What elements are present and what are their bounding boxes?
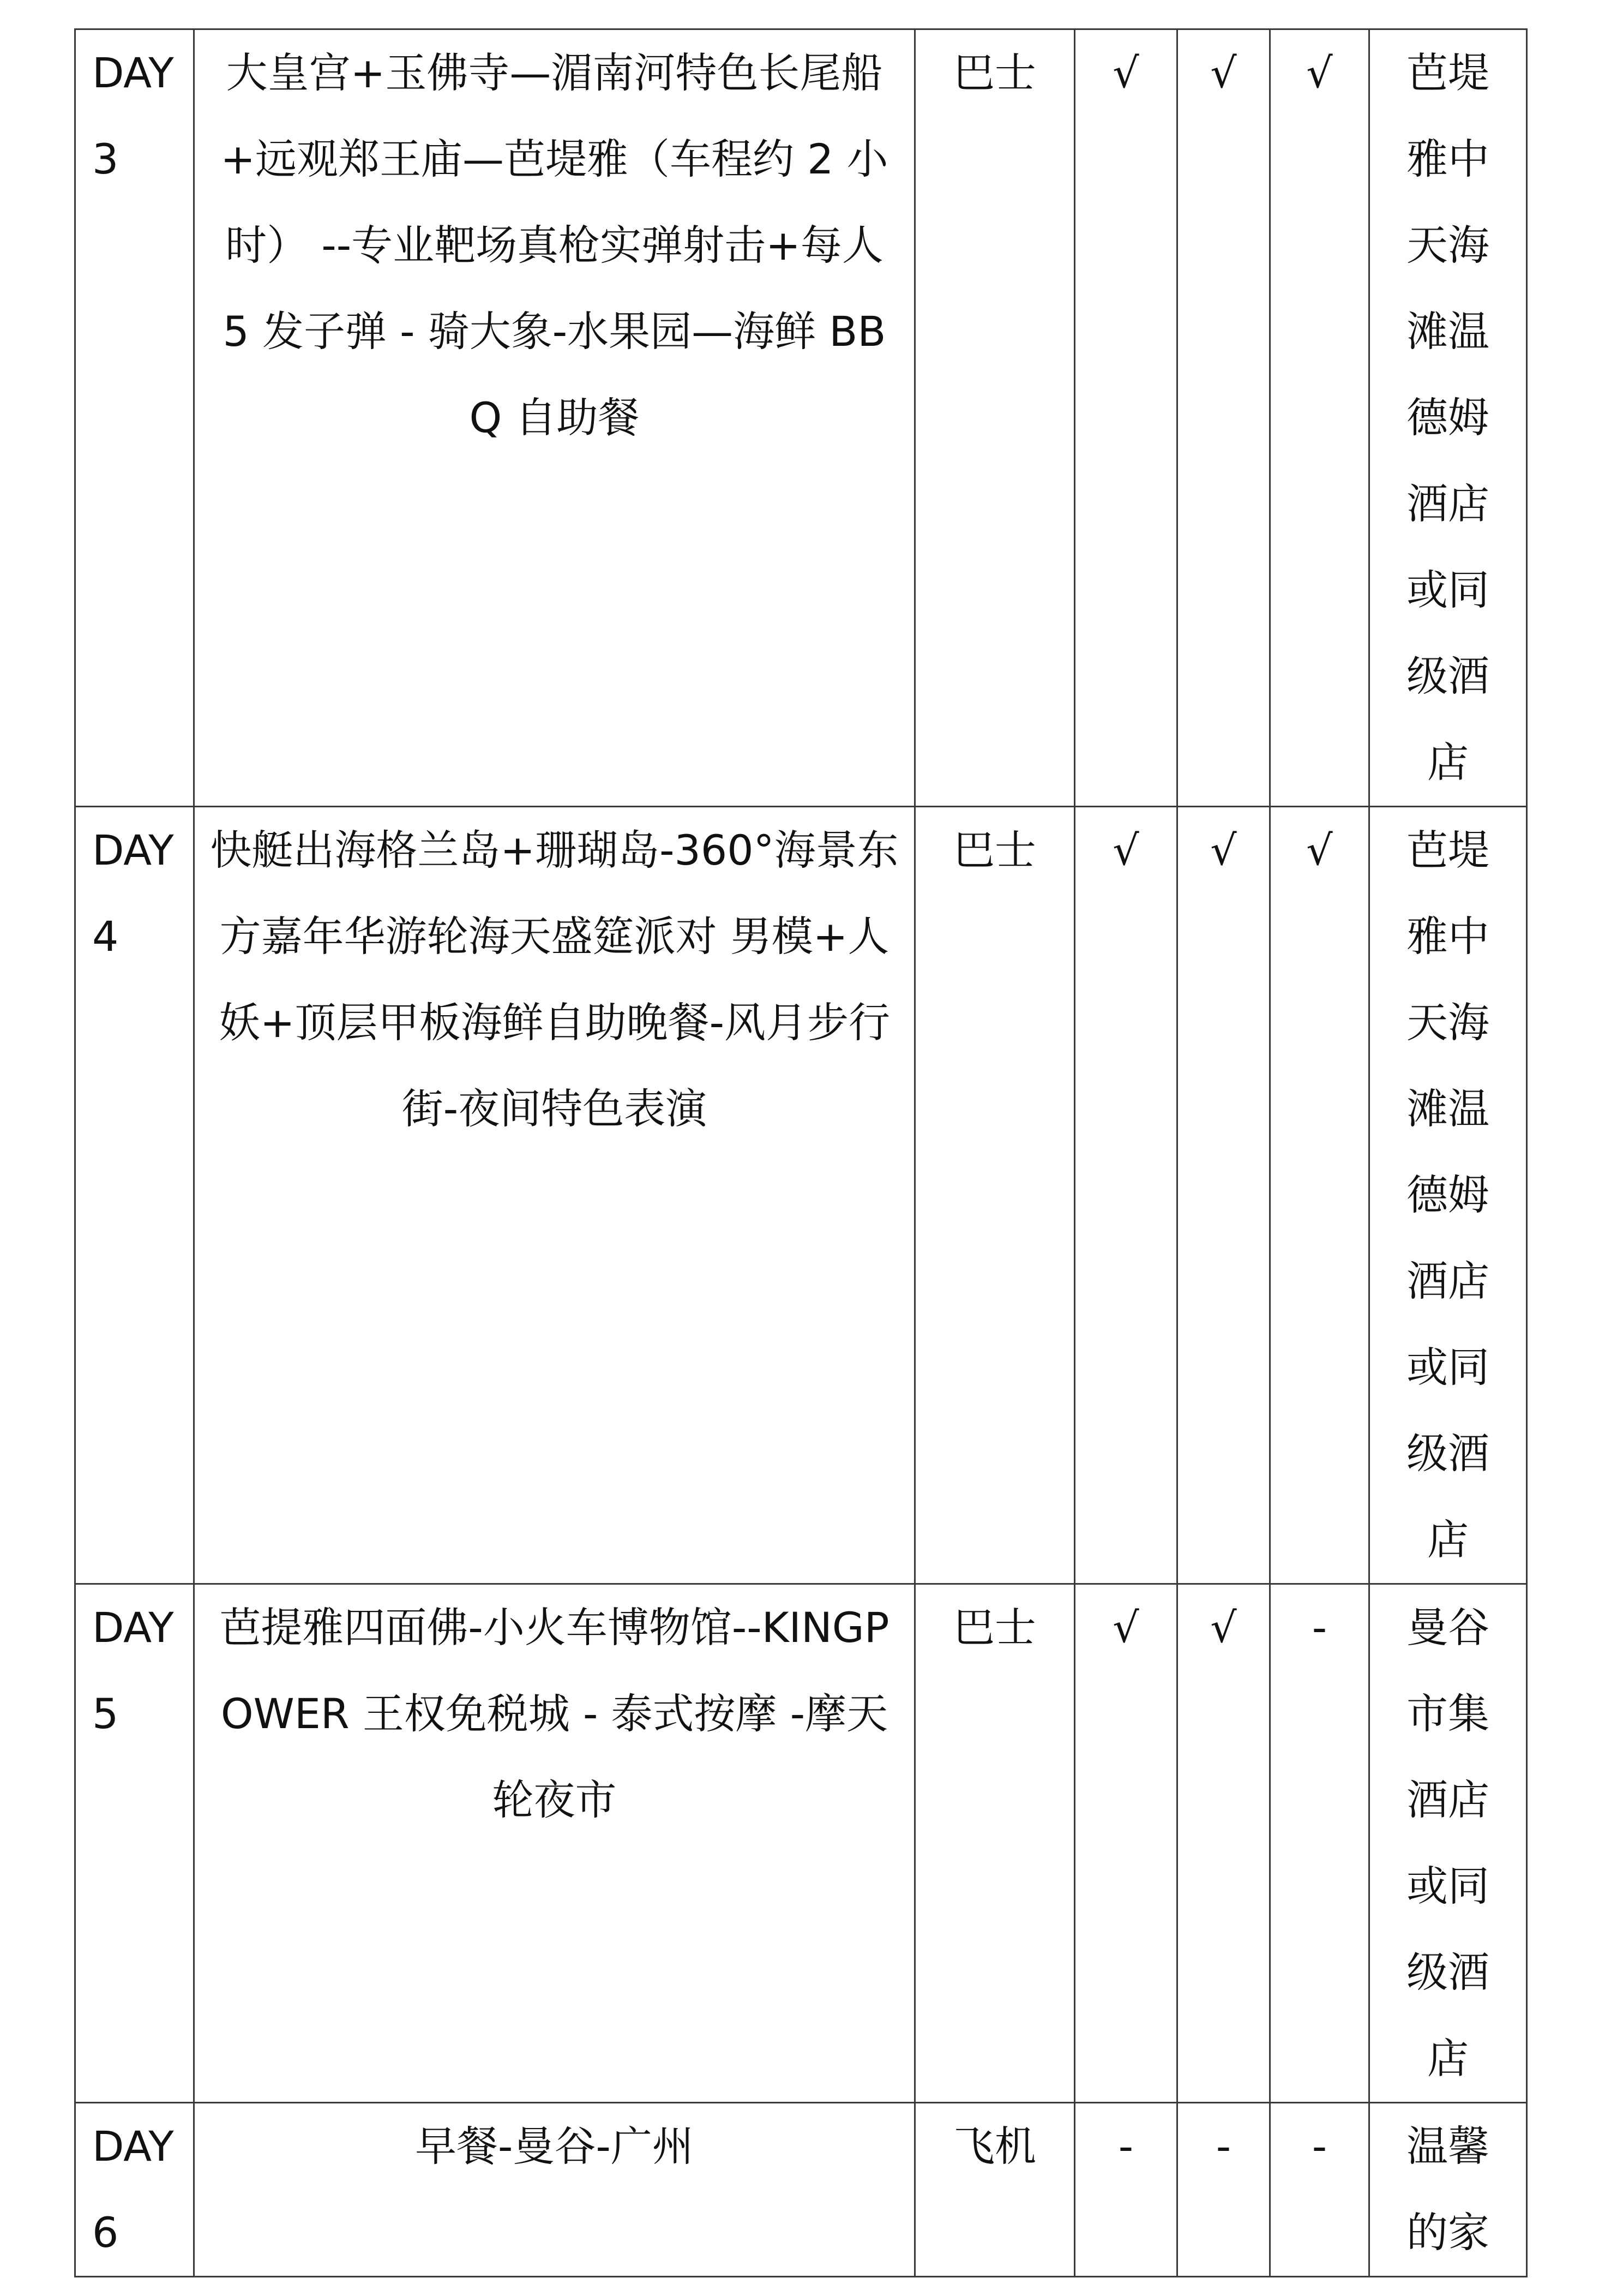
- dinner-cell: -: [1270, 1584, 1369, 2103]
- hotel-cell: 芭堤雅中天海滩温德姆酒店或同级酒店: [1369, 29, 1527, 807]
- itinerary-table: [74, 28, 1528, 2277]
- breakfast-cell: -: [1075, 2103, 1177, 2277]
- table-row: [75, 1584, 1527, 2103]
- activities-cell: 早餐-曼谷-广州: [194, 2103, 915, 2277]
- lunch-cell: √: [1177, 29, 1270, 807]
- lunch-cell: √: [1177, 1584, 1270, 2103]
- transport-cell: 巴士: [915, 807, 1075, 1584]
- table-row: [75, 2103, 1527, 2277]
- dinner-cell: √: [1270, 807, 1369, 1584]
- breakfast-cell: √: [1075, 1584, 1177, 2103]
- dinner-cell: -: [1270, 2103, 1369, 2277]
- lunch-cell: -: [1177, 2103, 1270, 2277]
- hotel-cell: 曼谷市集酒店或同级酒店: [1369, 1584, 1527, 2103]
- lunch-cell: √: [1177, 807, 1270, 1584]
- breakfast-cell: √: [1075, 29, 1177, 807]
- activities-cell: 芭提雅四面佛-小火车博物馆--KINGPOWER 王权免税城 - 泰式按摩 -摩天轮夜市: [194, 1584, 915, 2103]
- hotel-cell: 温馨的家: [1369, 2103, 1527, 2277]
- breakfast-cell: √: [1075, 807, 1177, 1584]
- day-cell: DAY5: [75, 1584, 194, 2103]
- day-cell: DAY3: [75, 29, 194, 807]
- activities-cell: 快艇出海格兰岛+珊瑚岛-360°海景东方嘉年华游轮海天盛筵派对 男模+人妖+顶层甲板海鲜自助晚餐-风月步行街-夜间特色表演: [194, 807, 915, 1584]
- activities-cell: 大皇宫+玉佛寺—湄南河特色长尾船+远观郑王庙—芭堤雅（车程约 2 小时） --专业靶场真枪实弹射击+每人 5 发子弹 - 骑大象-水果园—海鲜 BBQ 自助餐: [194, 29, 915, 807]
- day-cell: DAY6: [75, 2103, 194, 2277]
- day-cell: DAY4: [75, 807, 194, 1584]
- table-row: [75, 807, 1527, 1584]
- transport-cell: 巴士: [915, 1584, 1075, 2103]
- transport-cell: 飞机: [915, 2103, 1075, 2277]
- hotel-cell: 芭堤雅中天海滩温德姆酒店或同级酒店: [1369, 807, 1527, 1584]
- table-row: [75, 29, 1527, 807]
- transport-cell: 巴士: [915, 29, 1075, 807]
- dinner-cell: √: [1270, 29, 1369, 807]
